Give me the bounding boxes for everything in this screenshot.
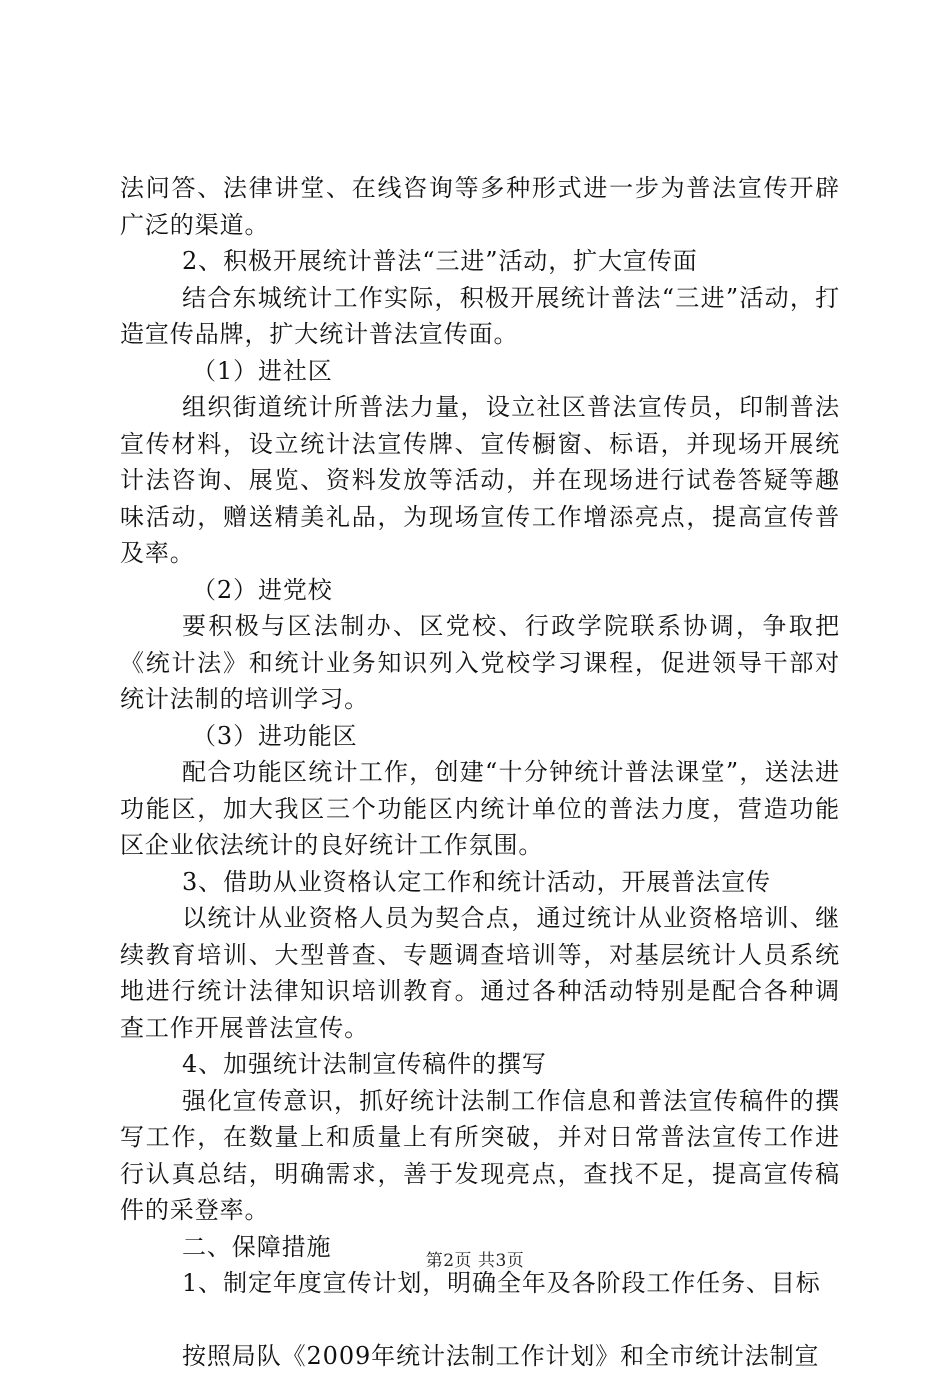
paragraph: 法问答、法律讲堂、在线咨询等多种形式进一步为普法宣传开辟广泛的渠道。 xyxy=(120,170,840,243)
paragraph: 组织街道统计所普法力量，设立社区普法宣传员，印制普法宣传材料，设立统计法宣传牌、宣传橱窗、标语，并现场开展统计法咨询、展览、资料发放等活动，并在现场进行试卷答疑等趣味活动，赠送精美礼品，为现场宣传工作增添亮点，提高宣传普及率。 xyxy=(120,389,840,572)
paragraph: 要积极与区法制办、区党校、行政学院联系协调，争取把《统计法》和统计业务知识列入党校学习课程，促进领导干部对统计法制的培训学习。 xyxy=(120,608,840,718)
section-heading: 1、制定年度宣传计划，明确全年及各阶段工作任务、目标 xyxy=(120,1265,840,1302)
chapter-heading: 二、保障措施 xyxy=(120,1229,840,1266)
paragraph: 配合功能区统计工作，创建“十分钟统计普法课堂”，送法进功能区，加大我区三个功能区内统计单位的普法力度，营造功能区企业依法统计的良好统计工作氛围。 xyxy=(120,754,840,864)
subsection-heading: （3）进功能区 xyxy=(120,718,840,755)
section-heading: 3、借助从业资格认定工作和统计活动，开展普法宣传 xyxy=(120,864,840,901)
section-heading: 4、加强统计法制宣传稿件的撰写 xyxy=(120,1046,840,1083)
page-number-footer: 第2页 共3页 xyxy=(0,1246,950,1271)
paragraph: 按照局队《2009年统计法制工作计划》和全市统计法制宣 xyxy=(120,1338,840,1374)
section-heading: 2、积极开展统计普法“三进”活动，扩大宣传面 xyxy=(120,243,840,280)
paragraph: 结合东城统计工作实际，积极开展统计普法“三进”活动，打造宣传品牌，扩大统计普法宣传面。 xyxy=(120,280,840,353)
subsection-heading: （2）进党校 xyxy=(120,572,840,609)
paragraph: 以统计从业资格人员为契合点，通过统计从业资格培训、继续教育培训、大型普查、专题调查培训等，对基层统计人员系统地进行统计法律知识培训教育。通过各种活动特别是配合各种调查工作开展普法宣传。 xyxy=(120,900,840,1046)
document-body xyxy=(120,170,840,1374)
subsection-heading: （1）进社区 xyxy=(120,353,840,390)
paragraph: 强化宣传意识，抓好统计法制工作信息和普法宣传稿件的撰写工作，在数量上和质量上有所突破，并对日常普法宣传工作进行认真总结，明确需求，善于发现亮点，查找不足，提高宣传稿件的采登率。 xyxy=(120,1083,840,1229)
